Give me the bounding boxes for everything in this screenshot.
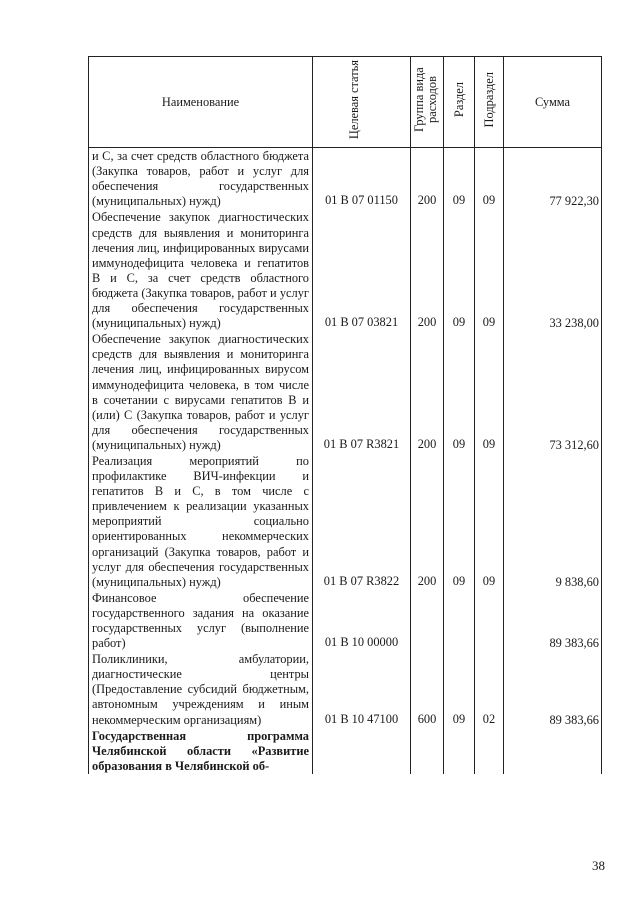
row-target: 01 В 10 00000 [313,590,411,651]
row-target: 01 В 07 01150 [313,148,411,210]
row-subsection [475,590,504,651]
row-exp-group: 200 [411,453,444,590]
row-sum: 9 838,60 [504,453,602,590]
page-number: 38 [592,858,605,873]
table-row [89,728,602,774]
row-target: 01 В 07 R3821 [313,331,411,453]
row-name: Обеспечение закупок диагностических средств для выявления и мониторинга лечения лиц, инфицированных вирусом иммунодефицита человека, в том числе в сочетании с вирусами гепатитов В и (или) С (Закупка товаров, работ и услуг для обеспечения государственных (муниципальных) нужд) [89,331,313,453]
table-header-row [89,57,602,148]
table-row [89,453,602,590]
row-section: 09 [444,453,475,590]
row-name: Поликлиники, амбулатории, диагностические центры (Предоставление субсидий бюджетным, автономным учреждениям и иным некоммерческим организациям) [89,651,313,727]
row-exp-group [411,728,444,774]
row-name: Государственная программа Челябинской области «Развитие образования в Челябинской об- [89,728,313,774]
header-subsection: Подраздел [475,57,504,148]
row-sum: 89 383,66 [504,590,602,651]
row-sum [504,728,602,774]
row-exp-group: 600 [411,651,444,727]
header-sum: Сумма [504,57,602,148]
row-exp-group: 200 [411,331,444,453]
row-target [313,728,411,774]
table-row [89,209,602,331]
row-section: 09 [444,651,475,727]
row-exp-group: 200 [411,209,444,331]
header-name: Наименование [89,57,313,148]
row-subsection: 09 [475,209,504,331]
row-sum: 33 238,00 [504,209,602,331]
table-row [89,148,602,210]
table-row [89,331,602,453]
header-target: Целевая статья [313,57,411,148]
row-section [444,728,475,774]
row-exp-group [411,590,444,651]
row-subsection: 09 [475,453,504,590]
row-sum: 77 922,30 [504,148,602,210]
row-name: Финансовое обеспечение государственного задания на оказание государственных услуг (выполнение работ) [89,590,313,651]
row-target: 01 В 07 R3822 [313,453,411,590]
row-sum: 73 312,60 [504,331,602,453]
row-sum: 89 383,66 [504,651,602,727]
row-name: Обеспечение закупок диагностических средств для выявления и мониторинга лечения лиц, инфицированных вирусами иммунодефицита человека и гепатитов В и С, за счет средств областного бюджета (Закупка товаров, работ и услуг для обеспечения государственных (муниципальных) нужд) [89,209,313,331]
row-target: 01 В 10 47100 [313,651,411,727]
header-section: Раздел [444,57,475,148]
row-target: 01 В 07 03821 [313,209,411,331]
row-section: 09 [444,331,475,453]
row-section: 09 [444,148,475,210]
budget-table [88,56,602,774]
row-exp-group: 200 [411,148,444,210]
row-subsection: 09 [475,331,504,453]
row-subsection: 09 [475,148,504,210]
row-name: Реализация мероприятий по профилактике ВИЧ-инфекции и гепатитов В и С, в том числе с привлечением к реализации указанных мероприятий социально ориентированных некоммерческих организаций (Закупка товаров, работ и услуг для обеспечения государственных (муниципальных) нужд) [89,453,313,590]
row-subsection: 02 [475,651,504,727]
row-section: 09 [444,209,475,331]
row-name: и С, за счет средств областного бюджета (Закупка товаров, работ и услуг для обеспечения государственных (муниципальных) нужд) [89,148,313,210]
row-subsection [475,728,504,774]
header-exp-group: Группа вида расходов [411,57,444,148]
table-row [89,590,602,651]
row-section [444,590,475,651]
table-row [89,651,602,727]
